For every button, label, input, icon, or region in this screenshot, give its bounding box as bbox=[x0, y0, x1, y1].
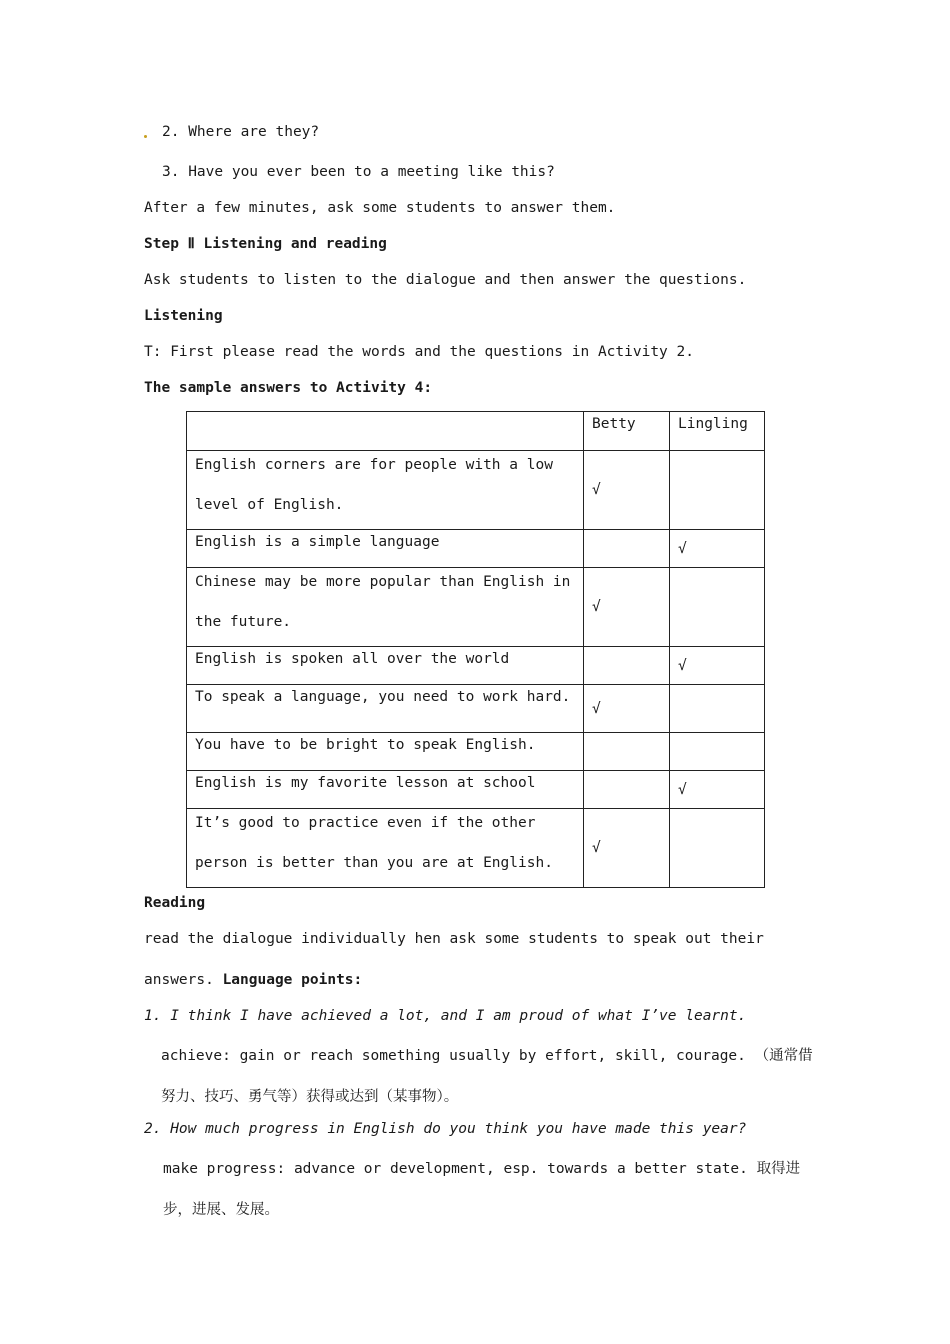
statement-line: English corners are for people with a low bbox=[195, 457, 553, 473]
table-row bbox=[187, 568, 765, 647]
point-1-sentence: 1. I think I have achieved a lot, and I am proud of what I’ve learnt. bbox=[144, 1008, 747, 1024]
lingling-mark bbox=[670, 451, 765, 530]
reading-answers-text: answers. bbox=[144, 972, 214, 988]
statement-line: It’s good to practice even if the other bbox=[195, 815, 536, 831]
point-1-explanation-cont: 努力、技巧、勇气等）获得或达到（某事物）。 bbox=[161, 1089, 459, 1105]
lingling-mark bbox=[670, 568, 765, 647]
after-minutes-text: After a few minutes, ask some students to answer them. bbox=[144, 200, 616, 216]
table-row bbox=[187, 451, 765, 530]
betty-mark bbox=[584, 771, 670, 809]
lingling-mark bbox=[670, 685, 765, 733]
point-2-explanation-cont: 步，进展、发展。 bbox=[163, 1202, 279, 1218]
table-row bbox=[187, 647, 765, 685]
language-points-heading: Language points: bbox=[222, 972, 363, 988]
point-1-explanation: achieve: gain or reach something usually by effort, skill, courage. （通常借 bbox=[161, 1048, 813, 1064]
table-row bbox=[187, 530, 765, 568]
table-row bbox=[187, 809, 765, 888]
statement-cell bbox=[187, 733, 584, 771]
lingling-mark bbox=[670, 809, 765, 888]
lingling-mark: √ bbox=[670, 530, 765, 568]
reading-heading: Reading bbox=[144, 895, 206, 911]
point-2-sentence: 2. How much progress in English do you think you have made this year? bbox=[144, 1121, 747, 1137]
table-row bbox=[187, 685, 765, 733]
answers-table bbox=[186, 411, 765, 888]
listening-heading: Listening bbox=[144, 308, 223, 324]
statement-cell bbox=[187, 685, 584, 733]
listening-text: T: First please read the words and the questions in Activity 2. bbox=[144, 344, 694, 360]
statement-line: the future. bbox=[195, 614, 292, 630]
betty-mark bbox=[584, 647, 670, 685]
reading-line-2 bbox=[144, 972, 362, 988]
step2-heading: Step Ⅱ Listening and reading bbox=[144, 236, 387, 252]
stray-dot bbox=[144, 135, 147, 138]
step2-instruction: Ask students to listen to the dialogue and then answer the questions. bbox=[144, 272, 747, 288]
statement-cell bbox=[187, 530, 584, 568]
table-header-row bbox=[187, 412, 765, 451]
statement-line: English is a simple language bbox=[195, 534, 440, 550]
lingling-mark: √ bbox=[670, 771, 765, 809]
statement-cell bbox=[187, 771, 584, 809]
statement-line: English is spoken all over the world bbox=[195, 651, 510, 667]
question-3: 3. Have you ever been to a meeting like this? bbox=[162, 164, 555, 180]
statement-line: English is my favorite lesson at school bbox=[195, 775, 536, 791]
point-2-explanation: make progress: advance or development, esp. towards a better state. 取得进 bbox=[163, 1161, 801, 1177]
statement-line: To speak a language, you need to work hard. bbox=[195, 689, 571, 705]
statement-cell bbox=[187, 568, 584, 647]
statement-line: Chinese may be more popular than English in bbox=[195, 574, 571, 590]
table-header-statement bbox=[187, 412, 584, 451]
betty-mark: √ bbox=[584, 451, 670, 530]
table-row bbox=[187, 733, 765, 771]
lingling-mark bbox=[670, 733, 765, 771]
table-header-lingling: Lingling bbox=[670, 412, 765, 451]
betty-mark bbox=[584, 530, 670, 568]
betty-mark: √ bbox=[584, 809, 670, 888]
statement-line: person is better than you are at English. bbox=[195, 855, 553, 871]
lingling-mark: √ bbox=[670, 647, 765, 685]
betty-mark: √ bbox=[584, 568, 670, 647]
sample-answers-heading: The sample answers to Activity 4: bbox=[144, 380, 433, 396]
statement-cell bbox=[187, 451, 584, 530]
table-row bbox=[187, 771, 765, 809]
statement-line: level of English. bbox=[195, 497, 344, 513]
betty-mark: √ bbox=[584, 685, 670, 733]
table-header-betty: Betty bbox=[584, 412, 670, 451]
betty-mark bbox=[584, 733, 670, 771]
question-2: 2. Where are they? bbox=[162, 124, 320, 140]
statement-line: You have to be bright to speak English. bbox=[195, 737, 536, 753]
statement-cell bbox=[187, 809, 584, 888]
statement-cell bbox=[187, 647, 584, 685]
reading-line-1: read the dialogue individually hen ask some students to speak out their bbox=[144, 931, 764, 947]
